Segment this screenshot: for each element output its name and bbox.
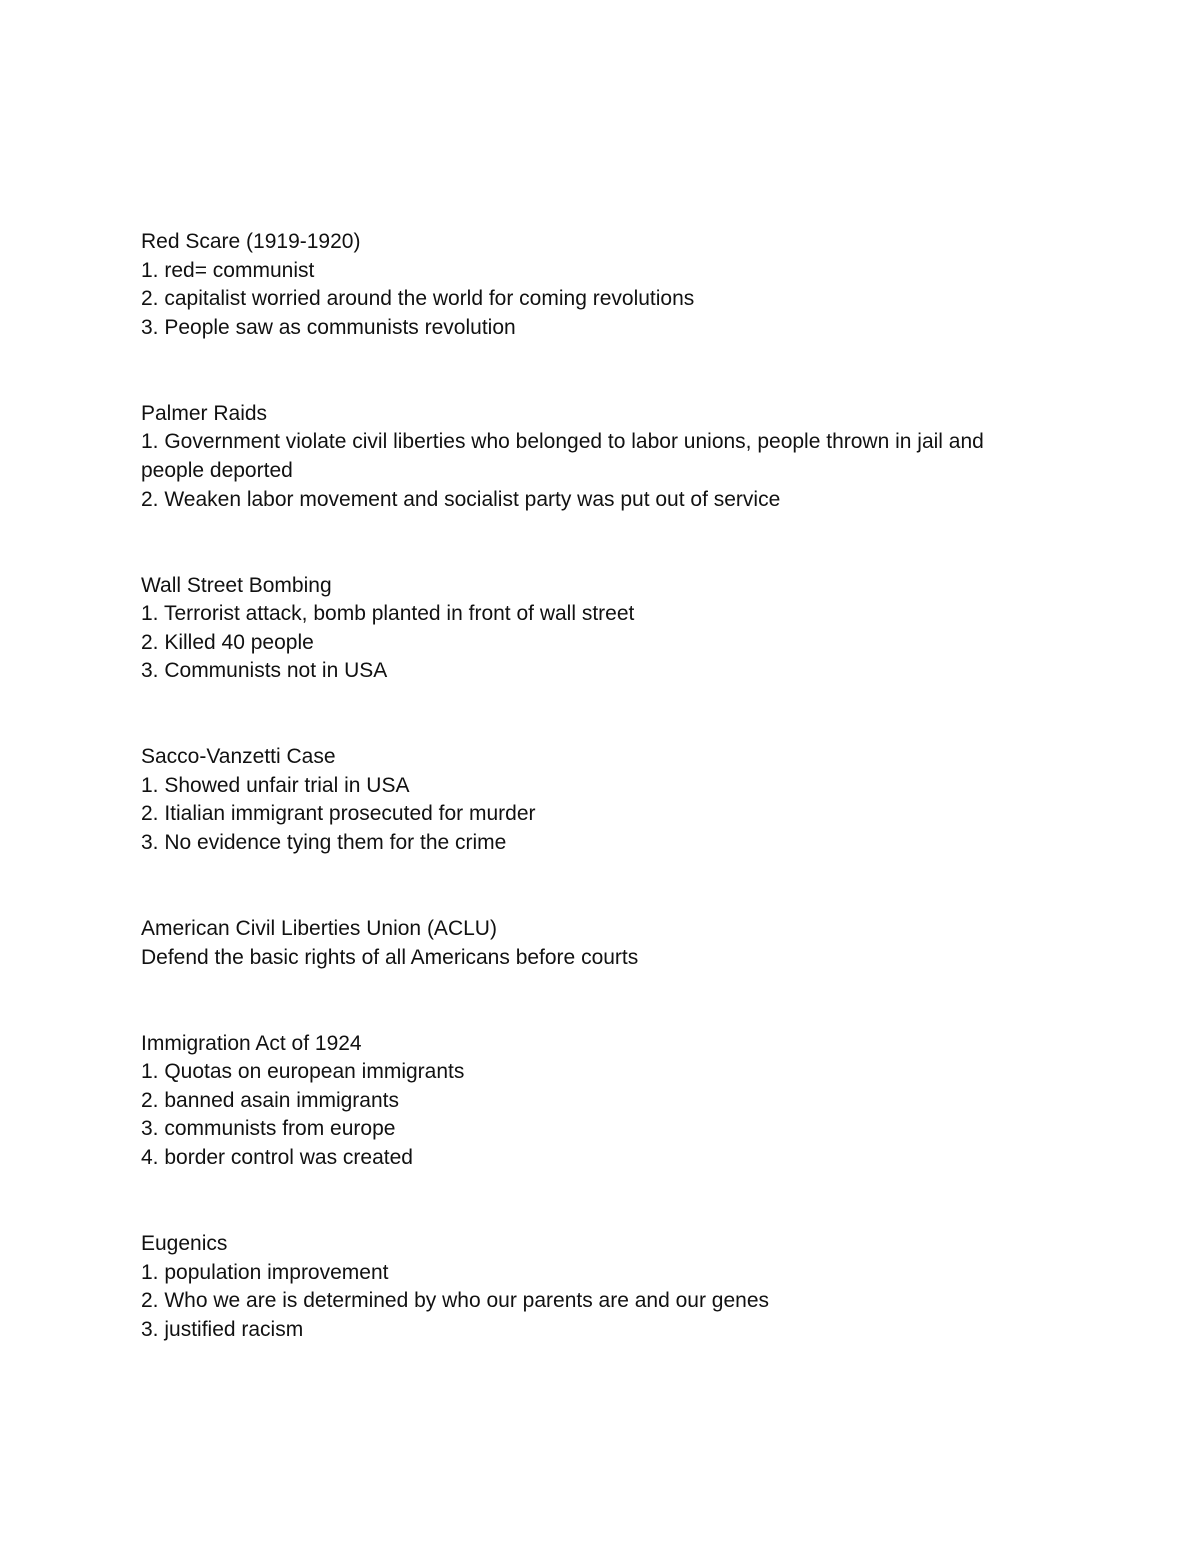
list-item: 1. Quotas on european immigrants (141, 1060, 465, 1084)
section-palmer-raids (141, 400, 1041, 514)
list-item: 2. banned asain immigrants (141, 1088, 399, 1112)
list-item: 1. Government violate civil liberties who belonged to labor unions, people thrown in jail and people deported (141, 430, 990, 482)
section-title: Wall Street Bombing (141, 573, 332, 597)
section-eugenics (141, 1230, 1041, 1344)
list-item: 3. Communists not in USA (141, 659, 388, 683)
list-item: 2. capitalist worried around the world for coming revolutions (141, 287, 695, 311)
list-item: 3. justified racism (141, 1317, 304, 1341)
list-item: 2. Weaken labor movement and socialist party was put out of service (141, 487, 781, 511)
section-aclu (141, 915, 1041, 972)
list-item: 1. Terrorist attack, bomb planted in front of wall street (141, 602, 635, 626)
section-sacco-vanzetti-case (141, 743, 1041, 857)
list-item: 1. red= communist (141, 258, 315, 282)
section-title: Palmer Raids (141, 401, 268, 425)
section-title: Eugenics (141, 1232, 228, 1255)
list-item: 4. border control was created (141, 1146, 413, 1170)
list-item: 1. Showed unfair trial in USA (141, 773, 410, 797)
section-title: Red Scare (1919-1920) (141, 230, 361, 253)
section-wall-street-bombing (141, 572, 1041, 686)
list-item: Defend the basic rights of all Americans before courts (141, 945, 639, 969)
section-immigration-act-1924 (141, 1030, 1041, 1173)
list-item: 2. Killed 40 people (141, 630, 314, 654)
section-title: American Civil Liberties Union (ACLU) (141, 917, 497, 941)
notes-body (141, 228, 1041, 1344)
section-title: Immigration Act of 1924 (141, 1031, 362, 1055)
section-title: Sacco-Vanzetti Case (141, 745, 336, 769)
list-item: 3. communists from europe (141, 1117, 396, 1141)
section-red-scare (141, 228, 1041, 342)
list-item: 1. population improvement (141, 1260, 389, 1284)
list-item: 3. No evidence tying them for the crime (141, 831, 507, 855)
list-item: 2. Itialian immigrant prosecuted for murder (141, 802, 536, 826)
list-item: 2. Who we are is determined by who our parents are and our genes (141, 1289, 770, 1313)
list-item: 3. People saw as communists revolution (141, 315, 516, 339)
